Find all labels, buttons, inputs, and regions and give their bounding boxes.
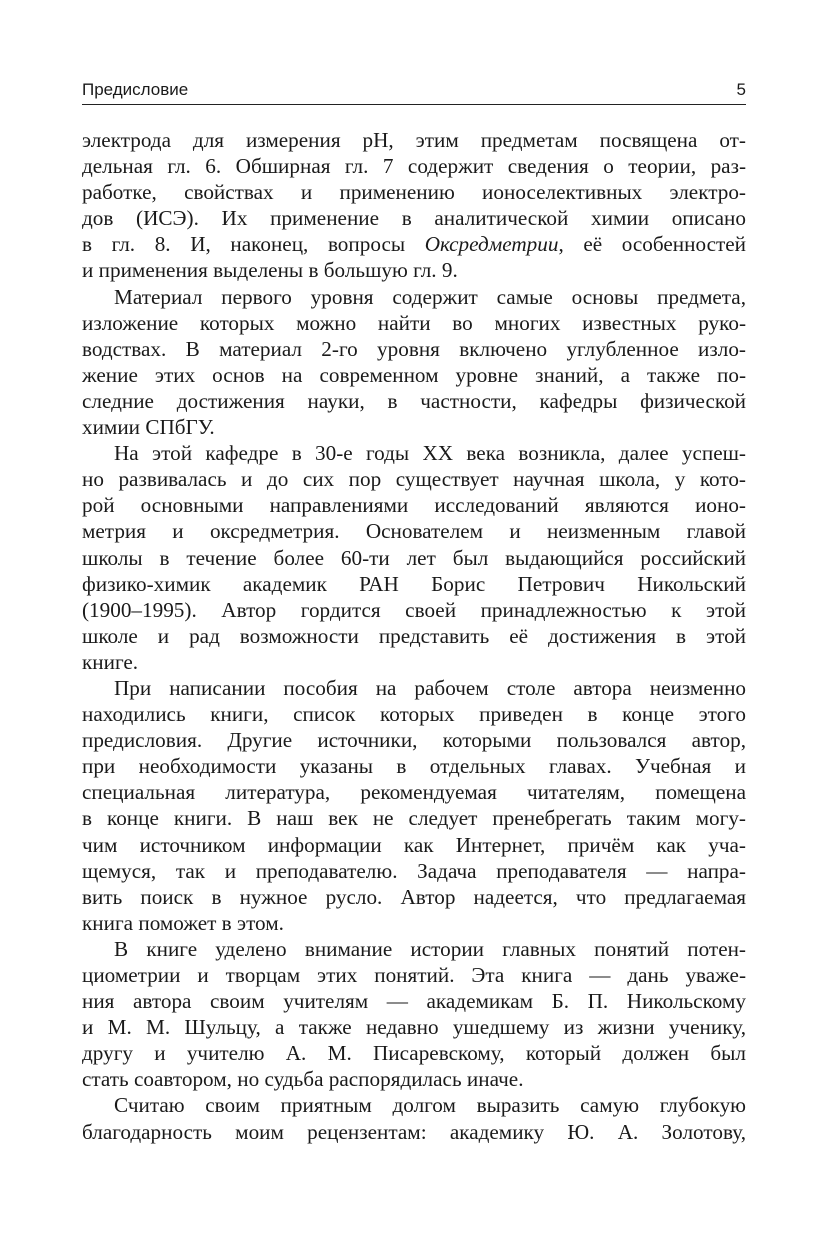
text-line: химии СПбГУ. [82,415,215,440]
text-line: Материал первого уровня содержит самые основы предмета, [114,284,746,309]
paragraph [82,1092,746,1144]
text-line [82,231,746,257]
running-header [82,78,746,105]
text-line: специальная литература, рекомендуемая читателям, помещена [82,780,746,805]
text-line: школе и рад возможности представить её достижения в этой [82,623,746,648]
text-line: школы в течение более 60-ти лет был выдающийся российский [82,545,746,570]
text-run: в гл. 8. И, наконец, вопросы [82,232,425,257]
text-line: электрода для измерения pH, этим предметам посвящена от- [82,128,746,152]
text-line: книга поможет в этом. [82,910,284,935]
text-line: жение этих основ на современном уровне знаний, а также по- [82,362,746,387]
paragraph [82,127,746,284]
paragraph [82,440,746,675]
emphasized-term: Оксредметрии [424,232,559,257]
text-line: метрия и оксредметрия. Основателем и неизменным главой [82,519,746,544]
text-line: щемуся, так и преподавателю. Задача преподавателя — напра- [82,858,746,883]
text-line: но развивалась и до сих пор существует научная школа, у кото- [82,467,746,492]
paragraph [82,675,746,936]
section-title: Предисловие [82,80,189,99]
book-page [82,78,746,1145]
text-line: изложение которых можно найти во многих известных руко- [82,310,746,335]
paragraph [82,284,746,441]
text-line: при необходимости указаны в отдельных главах. Учебная и [82,754,746,779]
text-line: книге. [82,649,139,674]
text-line: следние достижения науки, в частности, кафедры физической [82,388,746,413]
text-line: и М. М. Шульцу, а также недавно ушедшему из жизни ученику, [82,1015,746,1040]
text-line: На этой кафедре в 30-е годы XX века возникла, далее успеш- [114,441,746,466]
page-number: 5 [736,80,746,99]
text-line: В книге уделено внимание истории главных понятий потен- [114,936,746,961]
text-line: циометрии и творцам этих понятий. Эта книга — дань уваже- [82,963,746,987]
text-run: , её особенностей [558,232,746,257]
text-line: (1900–1995). Автор гордится своей принадлежностью к этой [82,597,746,622]
text-line: предисловия. Другие источники, которыми пользовался автор, [82,728,746,753]
text-line: дельная гл. 6. Обширная гл. 7 содержит сведения о теории, раз- [82,154,746,179]
text-line: Считаю своим приятным долгом выразить самую глубокую [114,1093,746,1118]
text-line: находились книги, список которых приведен в конце этого [82,702,746,727]
text-line: другу и учителю А. М. Писаревскому, который должен был [82,1041,746,1066]
text-line: работке, свойствах и применению ионоселективных электро- [82,180,746,205]
text-line: стать соавтором, но судьба распорядилась иначе. [82,1067,524,1092]
text-line: дов (ИСЭ). Их применение в аналитической химии описано [82,206,746,231]
text-line: и применения выделены в большую гл. 9. [82,258,458,283]
text-line: физико-химик академик РАН Борис Петрович Никольский [82,571,746,596]
text-line: водствах. В материал 2-го уровня включено углубленное изло- [82,336,746,361]
text-line: чим источником информации как Интернет, причём как уча- [82,832,746,857]
text-line: При написании пособия на рабочем столе автора неизменно [114,675,746,700]
body-text [82,127,746,1145]
text-line: ния автора своим учителям — академикам Б. П. Никольскому [82,989,746,1014]
paragraph [82,936,746,1093]
text-line: в конце книги. В наш век не следует пренебрегать таким могу- [82,806,746,831]
text-line: рой основными направлениями исследований являются ионо- [82,493,746,518]
text-line: вить поиск в нужное русло. Автор надеется, что предлагаемая [82,884,746,909]
text-line: благодарность моим рецензентам: академику Ю. А. Золотову, [82,1119,746,1144]
